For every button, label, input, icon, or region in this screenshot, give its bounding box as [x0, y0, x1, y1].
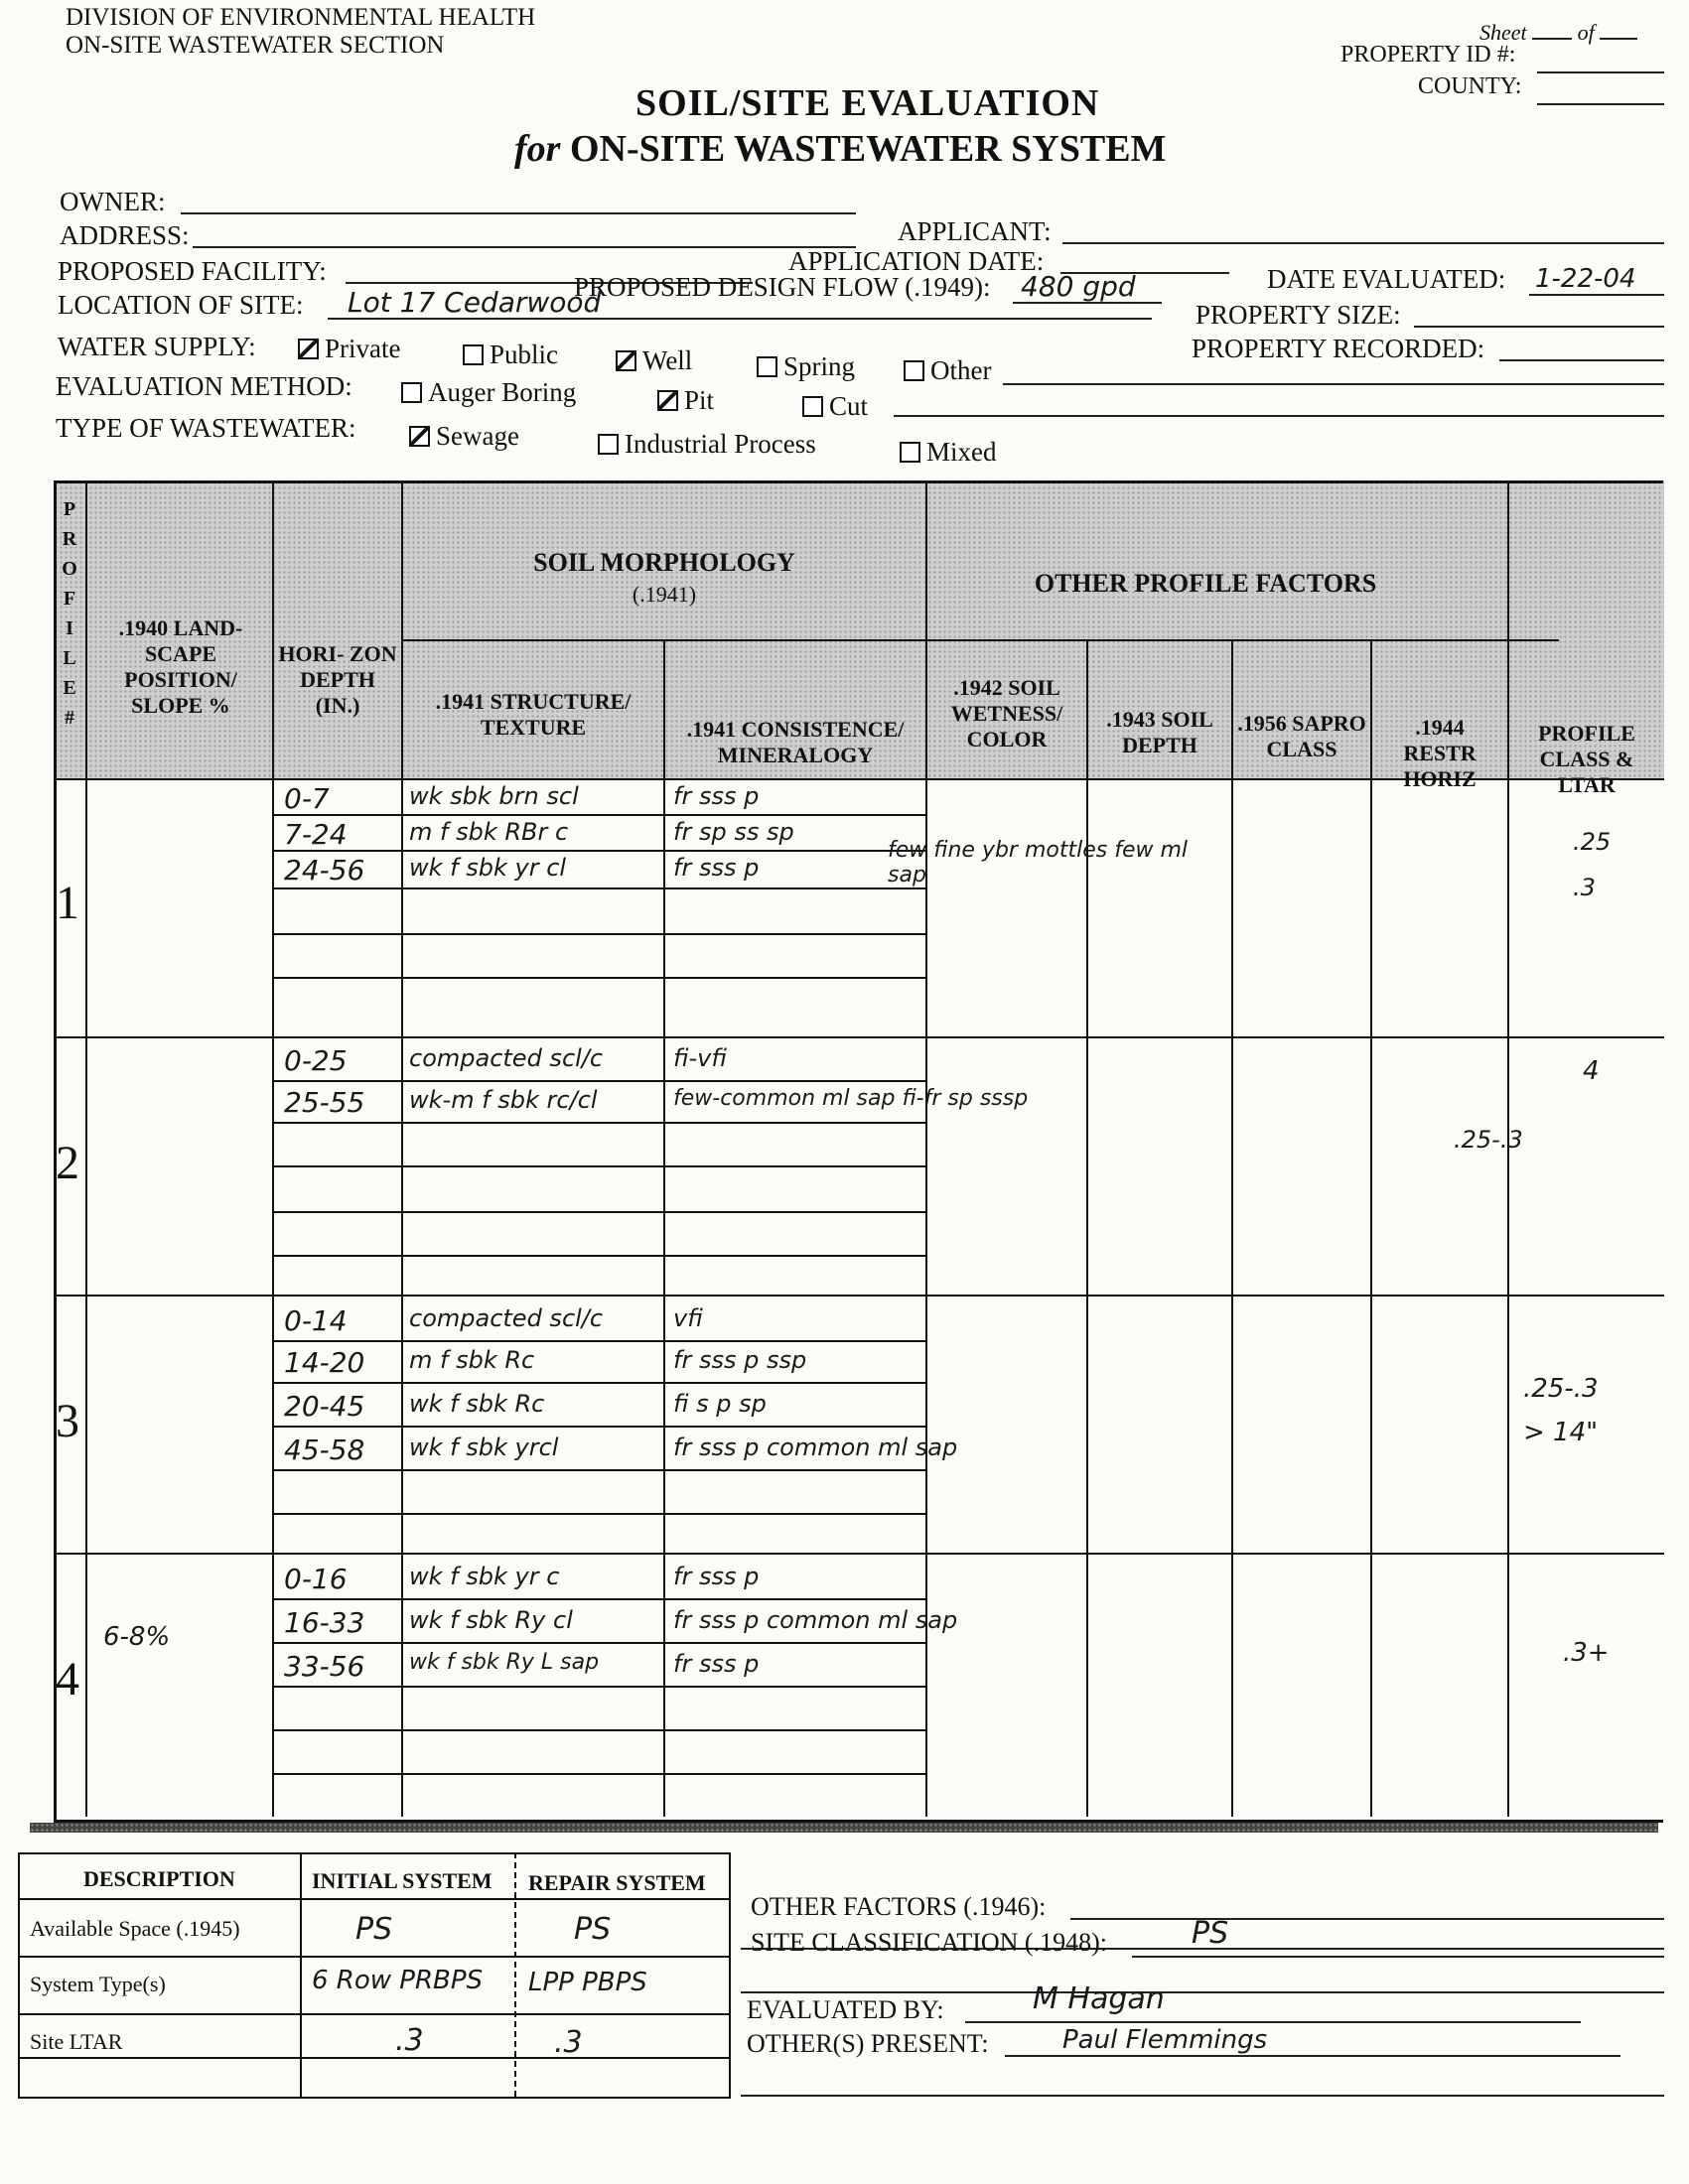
property-size-label: PROPERTY SIZE:	[1196, 300, 1401, 330]
horizon-depth: 20-45	[284, 1390, 365, 1423]
checkbox-icon[interactable]	[409, 426, 430, 447]
checkbox-icon[interactable]	[616, 350, 636, 371]
summary-repair-value: .3	[554, 2025, 583, 2060]
col-horizon-header: HORI- ZON DEPTH (IN.)	[278, 641, 397, 718]
horizon-consistence: fi s p sp	[673, 1390, 767, 1418]
profile-number: 3	[56, 1395, 79, 1447]
site-class-label: SITE CLASSIFICATION (.1948):	[751, 1928, 1107, 1957]
evaluation-method-line	[894, 415, 1664, 417]
wastewater-type-sewage[interactable]: Sewage	[409, 421, 519, 452]
water-supply-label: WATER SUPPLY:	[58, 332, 256, 361]
water-supply-well[interactable]: Well	[616, 345, 692, 376]
profile-number: 4	[56, 1653, 79, 1706]
summary-row-label: Site LTAR	[30, 2029, 123, 2054]
col-restr-header: .1944 RESTR HORIZ	[1403, 715, 1477, 791]
checkbox-icon[interactable]	[802, 396, 823, 417]
property-id-input[interactable]	[1537, 71, 1664, 73]
horizon-depth: 16-33	[284, 1606, 365, 1639]
horizon-consistence: fr sss p	[673, 1563, 760, 1590]
owner-label: OWNER:	[60, 187, 166, 216]
col-soil-depth-header: .1943 SOIL DEPTH	[1106, 707, 1213, 757]
design-flow-value: 480 gpd	[1021, 270, 1136, 303]
horizon-structure: wk f sbk yrcl	[409, 1433, 559, 1461]
summary-col-description: DESCRIPTION	[83, 1866, 235, 1891]
profile-ltar: .25-.3	[1454, 1126, 1523, 1154]
sheet-label: Sheet	[1479, 20, 1527, 45]
checkbox-icon[interactable]	[401, 382, 422, 403]
horizon-consistence: fr sss p common ml sap	[673, 1606, 958, 1634]
applicant-input[interactable]	[1062, 242, 1664, 244]
horizon-consistence: fr sss p common ml sap	[673, 1433, 958, 1461]
horizon-depth: 7-24	[284, 818, 348, 851]
form-subtitle	[514, 127, 1166, 171]
blank-line	[741, 2095, 1664, 2097]
checkbox-icon[interactable]	[904, 360, 924, 381]
horizon-depth: 25-55	[284, 1086, 365, 1119]
evaluation-method-auger[interactable]: Auger Boring	[401, 377, 576, 408]
property-recorded-input[interactable]	[1499, 359, 1664, 361]
date-evaluated-input[interactable]	[1529, 294, 1664, 296]
col-structure-header: .1941 STRUCTURE/ TEXTURE	[435, 689, 632, 740]
profile-ltar: > 14"	[1523, 1418, 1599, 1447]
profile-class: 4	[1583, 1056, 1600, 1086]
others-present-label: OTHER(S) PRESENT:	[747, 2029, 989, 2058]
horizon-consistence: fr sp ss sp	[673, 818, 794, 846]
summary-initial-value: .3	[395, 2023, 424, 2058]
others-present-input[interactable]	[1005, 2055, 1620, 2057]
evaluated-by-label: EVALUATED BY:	[747, 1995, 944, 2024]
checkbox-icon[interactable]	[757, 356, 777, 377]
property-recorded-label: PROPERTY RECORDED:	[1192, 334, 1485, 363]
design-flow-label: PROPOSED DESIGN FLOW (.1949):	[574, 272, 991, 302]
other-factors-input[interactable]	[1070, 1918, 1664, 1920]
horizon-consistence: vfi	[673, 1304, 703, 1332]
horizon-structure: wk sbk brn scl	[409, 782, 579, 810]
application-date-label: APPLICATION DATE:	[788, 246, 1045, 276]
horizon-structure: wk f sbk yr c	[409, 1563, 560, 1590]
checkbox-icon[interactable]	[598, 434, 619, 455]
property-size-input[interactable]	[1414, 326, 1664, 328]
horizon-depth: 24-56	[284, 854, 365, 887]
water-supply-private[interactable]: Private	[298, 334, 400, 364]
wetness-notes: few fine ybr mottles few ml sap	[888, 838, 1189, 887]
profile-class: .3+	[1563, 1638, 1610, 1668]
location-value: Lot 17 Cedarwood	[348, 286, 602, 319]
horizon-structure: compacted scl/c	[409, 1304, 604, 1332]
summary-col-initial: INITIAL SYSTEM	[312, 1868, 493, 1893]
col-wetness-header: .1942 SOIL WETNESS/ COLOR	[950, 675, 1063, 751]
evaluation-method-cut[interactable]: Cut	[802, 391, 868, 422]
horizon-structure: m f sbk RBr c	[409, 818, 569, 846]
profile-number: 1	[56, 877, 79, 929]
water-supply-other[interactable]: Other	[904, 355, 991, 386]
checkbox-icon[interactable]	[657, 390, 678, 411]
horizon-consistence: fr sss p	[673, 1650, 760, 1678]
horizon-depth: 0-7	[284, 782, 330, 815]
other-factors-label: OTHER FACTORS (.1946):	[751, 1892, 1047, 1921]
blank-line	[741, 1991, 1664, 1993]
horizon-depth: 0-16	[284, 1563, 348, 1595]
evaluation-method-label: EVALUATION METHOD:	[56, 371, 352, 401]
summary-repair-value: LPP PBPS	[528, 1968, 647, 1997]
date-evaluated-label: DATE EVALUATED:	[1267, 264, 1506, 294]
location-label: LOCATION OF SITE:	[58, 290, 304, 320]
horizon-consistence: fi-vfi	[673, 1044, 727, 1072]
county-input[interactable]	[1537, 103, 1664, 105]
horizon-depth: 14-20	[284, 1346, 365, 1379]
profile-number: 2	[56, 1137, 79, 1189]
title-for: for	[514, 128, 561, 170]
owner-input[interactable]	[181, 212, 856, 214]
date-evaluated-value: 1-22-04	[1535, 264, 1636, 294]
profile-class: .25-.3	[1523, 1374, 1599, 1404]
title-line2: ON-SITE WASTEWATER SYSTEM	[569, 128, 1167, 170]
proposed-facility-label: PROPOSED FACILITY:	[58, 256, 327, 286]
others-present-value: Paul Flemmings	[1062, 2025, 1268, 2055]
system-summary-table	[18, 1852, 733, 2101]
horizon-structure: m f sbk Rc	[409, 1346, 535, 1374]
checkbox-icon[interactable]	[298, 339, 319, 359]
horizon-structure: wk-m f sbk rc/cl	[409, 1086, 598, 1114]
wastewater-type-industrial[interactable]: Industrial Process	[598, 429, 816, 460]
evaluation-method-pit[interactable]: Pit	[657, 385, 714, 416]
horizon-depth: 45-58	[284, 1433, 365, 1466]
site-class-value: PS	[1192, 1916, 1229, 1951]
summary-row-label: System Type(s)	[30, 1972, 166, 1996]
agency-line-2: ON-SITE WASTEWATER SECTION	[66, 32, 445, 59]
other-factors-header: OTHER PROFILE FACTORS	[1034, 569, 1377, 598]
of-label: of	[1577, 20, 1595, 45]
agency-line-1: DIVISION OF ENVIRONMENTAL HEALTH	[66, 4, 536, 31]
col-consistence-header: .1941 CONSISTENCE/ MINERALOGY	[686, 717, 905, 767]
checkbox-icon[interactable]	[900, 442, 920, 463]
horizon-depth: 0-25	[284, 1044, 348, 1077]
horizon-consistence: few-common ml sap fi-fr sp sssp	[673, 1086, 1029, 1111]
wastewater-type-label: TYPE OF WASTEWATER:	[56, 413, 356, 443]
col-class-header: PROFILE CLASS & LTAR	[1538, 721, 1635, 797]
address-input[interactable]	[193, 246, 856, 248]
summary-initial-value: PS	[355, 1912, 393, 1947]
water-supply-spring[interactable]: Spring	[757, 351, 855, 382]
water-supply-other-input[interactable]	[1003, 383, 1664, 385]
site-class-input[interactable]	[1132, 1956, 1664, 1958]
horizon-consistence: fr sss p ssp	[673, 1346, 807, 1374]
summary-repair-value: PS	[574, 1912, 612, 1947]
table-bottom-band	[30, 1823, 1658, 1833]
applicant-label: APPLICANT:	[898, 216, 1052, 246]
horizon-structure: wk f sbk Ry cl	[409, 1606, 573, 1634]
horizon-structure: wk f sbk Ry L sap	[409, 1650, 600, 1675]
profile-class: .25	[1573, 828, 1612, 856]
landscape-slope: 6-8%	[103, 1622, 171, 1652]
horizon-structure: wk f sbk yr cl	[409, 854, 567, 882]
horizon-structure: compacted scl/c	[409, 1044, 604, 1072]
soil-profile-table	[54, 480, 1664, 1821]
evaluated-by-value: M Hagan	[1033, 1981, 1165, 2016]
soil-morphology-code: (.1941)	[632, 582, 697, 607]
col-landscape-header: .1940 LAND- SCAPE POSITION/ SLOPE %	[118, 615, 243, 718]
summary-row-label: Available Space (.1945)	[30, 1916, 240, 1941]
horizon-consistence: fr sss p	[673, 854, 760, 882]
evaluated-by-input[interactable]	[965, 2021, 1581, 2023]
horizon-consistence: fr sss p	[673, 782, 760, 810]
profile-ltar: .3	[1573, 874, 1596, 901]
horizon-depth: 0-14	[284, 1304, 348, 1337]
col-profile-header: PROFILE #	[62, 498, 77, 729]
summary-col-repair: REPAIR SYSTEM	[528, 1870, 706, 1895]
summary-initial-value: 6 Row PRBPS	[312, 1966, 484, 1995]
form-title: SOIL/SITE EVALUATION	[635, 82, 1100, 124]
horizon-structure: wk f sbk Rc	[409, 1390, 545, 1418]
soil-morphology-header: SOIL MORPHOLOGY	[533, 548, 795, 577]
address-label: ADDRESS:	[60, 220, 190, 250]
col-sapro-header: .1956 SAPRO CLASS	[1237, 711, 1366, 761]
checkbox-icon[interactable]	[463, 344, 484, 365]
county-label: COUNTY:	[1418, 73, 1522, 99]
water-supply-public[interactable]: Public	[463, 340, 558, 370]
property-id-label: PROPERTY ID #:	[1340, 42, 1516, 68]
horizon-depth: 33-56	[284, 1650, 365, 1683]
wastewater-type-mixed[interactable]: Mixed	[900, 437, 997, 468]
